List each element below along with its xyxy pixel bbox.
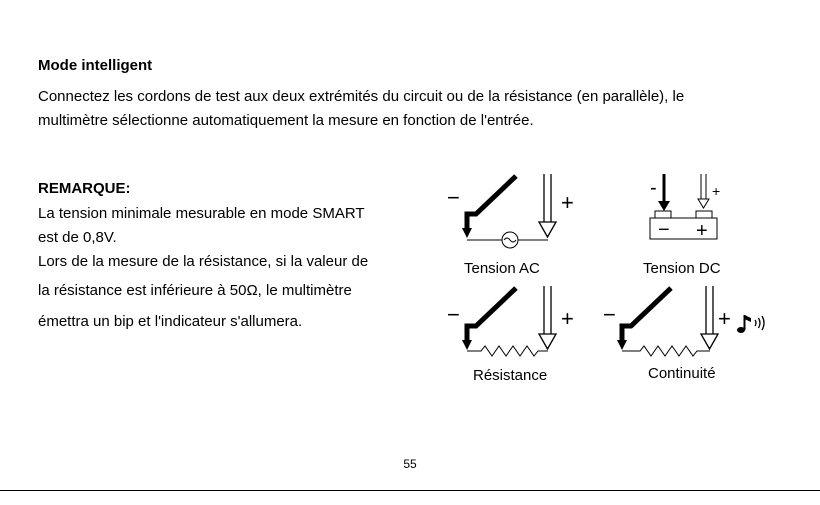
res-plus-sign: + (561, 306, 574, 331)
cont-minus-sign: − (603, 302, 616, 327)
note-line-2: est de 0,8V. (38, 229, 117, 246)
battery-plus: + (696, 220, 708, 242)
dc-plus-sign: + (712, 183, 721, 199)
ac-plus-sign: + (561, 190, 574, 215)
cont-black-probe-tip (617, 340, 627, 350)
battery-minus: − (658, 219, 670, 241)
intro-line-2: multimètre sélectionne automatiquement la mesure en fonction de l'entrée. (38, 112, 534, 129)
note-line-3: Lors de la mesure de la résistance, si la valeur de (38, 253, 369, 270)
res-minus-sign: − (447, 302, 460, 327)
resistance-diagram (447, 286, 574, 384)
battery-terminal-right (696, 211, 712, 218)
note-heading: REMARQUE: (38, 180, 131, 197)
tension-ac-diagram (447, 174, 574, 277)
note-line-5: émettra un bip et l'indicateur s'allumera. (38, 313, 303, 330)
note-line-4: la résistance est inférieure à 50Ω, le multimètre (38, 282, 352, 299)
resistor-symbol (467, 346, 548, 356)
beep-icon (737, 315, 764, 333)
page-number: 55 (403, 457, 417, 471)
continuity-resistor-symbol (622, 346, 710, 356)
ac-black-probe (467, 176, 516, 232)
ac-red-probe (539, 174, 556, 237)
dc-red-probe (698, 174, 709, 208)
res-caption: Résistance (473, 367, 548, 384)
dc-minus-sign: - (650, 177, 657, 199)
cont-red-probe (701, 286, 718, 349)
ac-black-probe-tip (462, 228, 472, 238)
dc-black-probe-tip (658, 201, 670, 211)
res-black-probe-tip (462, 340, 472, 350)
cont-caption: Continuité (648, 365, 716, 382)
footer-rule (0, 490, 820, 491)
section-title: Mode intelligent (38, 57, 153, 74)
res-black-probe (467, 288, 516, 344)
ac-minus-sign: − (447, 185, 460, 210)
res-red-probe (539, 286, 556, 349)
cont-plus-sign: + (718, 306, 731, 331)
note-line-1: La tension minimale mesurable en mode SMART (38, 205, 365, 222)
ac-caption: Tension AC (464, 260, 540, 277)
continuity-diagram (603, 286, 764, 382)
intro-line-1: Connectez les cordons de test aux deux extrémités du circuit ou de la résistance (en parallèle), le (38, 88, 685, 105)
cont-black-probe (622, 288, 671, 344)
battery-terminal-left (655, 211, 671, 218)
tension-dc-diagram (643, 174, 721, 277)
dc-caption: Tension DC (643, 260, 721, 277)
